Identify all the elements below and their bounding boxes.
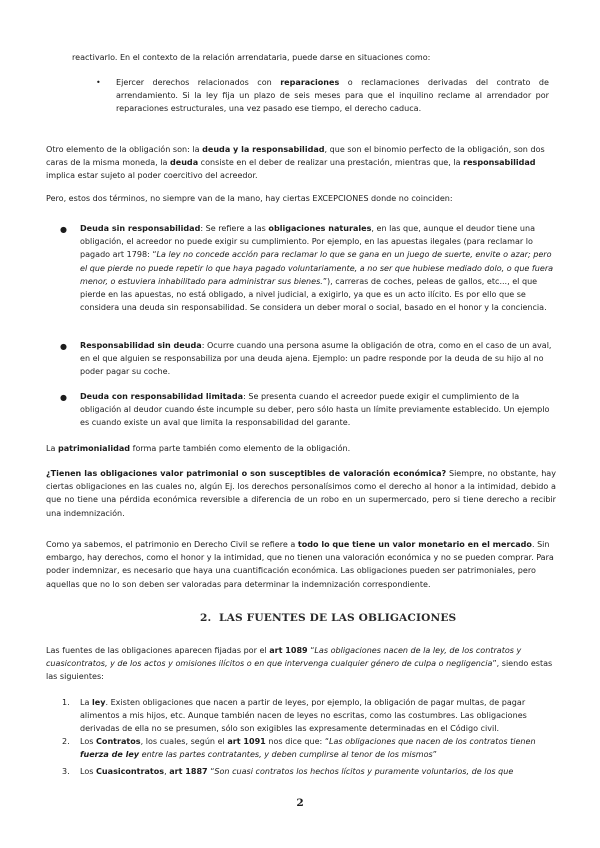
intro-line: reactivarlo. En el contexto de la relación arrendataria, puede darse en situaciones como: — [72, 53, 431, 62]
bullet-reparaciones: Ejercer derechos relacionados con reparaciones o reclamaciones derivadas del contrato de arrendamiento. Si la ley fija un plazo de seis meses para que el inquilino reclame al arrendador por reparaciones estructurales, una vez pasado ese tiempo, el derecho caduca. — [116, 78, 549, 114]
bullet-dot-icon: ● — [60, 225, 67, 234]
list-number: 1. — [62, 698, 70, 707]
deuda-responsabilidad-paragraph: Otro elemento de la obligación son: la deuda y la responsabilidad, que son el binomio perfecto de la obligación, son dos caras de la misma moneda, la deuda consiste en el deber de realizar una prestación, mientras que, la responsabilidad implica estar sujeto al poder coercitivo del acreedor. — [46, 145, 545, 181]
patrimonialidad-paragraph: La patrimonialidad forma parte también como elemento de la obligación. — [46, 444, 351, 453]
deuda-sin-responsabilidad: Deuda sin responsabilidad: Se refiere a las obligaciones naturales, en las que, aunque el deudor tiene una obligación, el acreedor no puede exigir su cumplimiento. Por ejemplo, en las apuestas ilegales (para reclamar lo pagado art 1798: “La ley no concede acción para reclamar lo que se gana en un juego de suerte, envite o azar; pero el que pierde no puede repetir lo que haya pagado voluntariamente, a no ser que hubiese mediado dolo, o que fuera menor, o estuviera inhabilitado para administrar sus bienes.”), carreras de coches, peleas de gallos, etc..., el que pierde en las apuestas, no está obligado, a nivel judicial, a exigirlo, ya que es un acto ilícito. Es por ello que se considera una deuda sin responsabilidad. Se considera un deber moral o social, basado en el honor y la conciencia. — [80, 224, 554, 313]
excepciones-intro: Pero, estos dos términos, no siempre van de la mano, hay ciertas EXCEPCIONES donde no coinciden: — [46, 194, 453, 203]
responsabilidad-sin-deuda: Responsabilidad sin deuda: Ocurre cuando una persona asume la obligación de otra, como en el caso de un aval, en el que alguien se responsabiliza por una deuda ajena. Ejemplo: un padre responde por la deuda de su hijo al no poder pagar su coche. — [80, 341, 552, 377]
list-number: 3. — [62, 767, 70, 776]
patrimonio-paragraph: Como ya sabemos, el patrimonio en Derecho Civil se refiere a todo lo que tiene un valor monetario en el mercado. Sin embargo, hay derechos, como el honor y la intimidad, que no tienen una valoración económica y no se pueden comprar. Para poder indemnizar, es necesario que haya una cuantificación económica. Las obligaciones pueden ser patrimoniales, pero aquellas que no lo son deben ser valoradas para determinar la indemnización correspondiente. — [46, 540, 554, 589]
bullet-dot-icon: • — [96, 78, 101, 87]
fuentes-paragraph: Las fuentes de las obligaciones aparecen fijadas por el art 1089 “Las obligaciones nacen de la ley, de los contratos y cuasicontratos, y de los actos y omisiones ilícitos o en que intervenga cualquier género de culpa o negligencia”, siendo estas las siguientes: — [46, 646, 553, 682]
fuente-cuasicontratos: Los Cuasicontratos, art 1887 “Son cuasi contratos los hechos lícitos y puramente voluntarios, de los que — [80, 767, 514, 776]
page-number: 2 — [296, 797, 304, 809]
deuda-con-responsabilidad-limitada: Deuda con responsabilidad limitada: Se presenta cuando el acreedor puede exigir el cumplimiento de la obligación al deudor cuando éste incumple su deber, pero sólo hasta un límite previamente establecido. Un ejemplo es cuando existe un aval que limita la responsabilidad del garante. — [80, 392, 550, 428]
valor-patrimonial-question: ¿Tienen las obligaciones valor patrimonial o son susceptibles de valoración económica? Siempre, no obstante, hay ciertas obligaciones en las cuales no, algún Ej. los derechos personalísimos como el derecho al honor a la intimidad, debido a que no tiene una pérdida económica reversible a diferencia de un robo en un supermercado, pero si tiene derecho a recibir una indemnización. — [46, 469, 556, 518]
bullet-dot-icon: ● — [60, 393, 67, 402]
fuente-ley: La ley. Existen obligaciones que nacen a partir de leyes, por ejemplo, la obligación de pagar multas, de pagar alimentos a mis hijos, etc. Aunque también nacen de leyes no escritas, como las costumbres. Las obligaciones derivadas de ella no se presumen, sólo son exigibles las expresamente determinadas en el Código civil. — [80, 698, 527, 734]
section-title: LAS FUENTES DE LAS OBLIGACIONES — [219, 612, 457, 624]
section-number: 2. — [200, 612, 212, 624]
section-heading — [200, 612, 456, 624]
fuente-contratos: Los Contratos, los cuales, según el art 1091 nos dice que: “Las obligaciones que nacen de los contratos tienen fuerza de ley entre las partes contratantes, y deben cumplirse al tenor de los mismos” — [80, 737, 536, 760]
list-number: 2. — [62, 737, 70, 746]
bullet-dot-icon: ● — [60, 342, 67, 351]
